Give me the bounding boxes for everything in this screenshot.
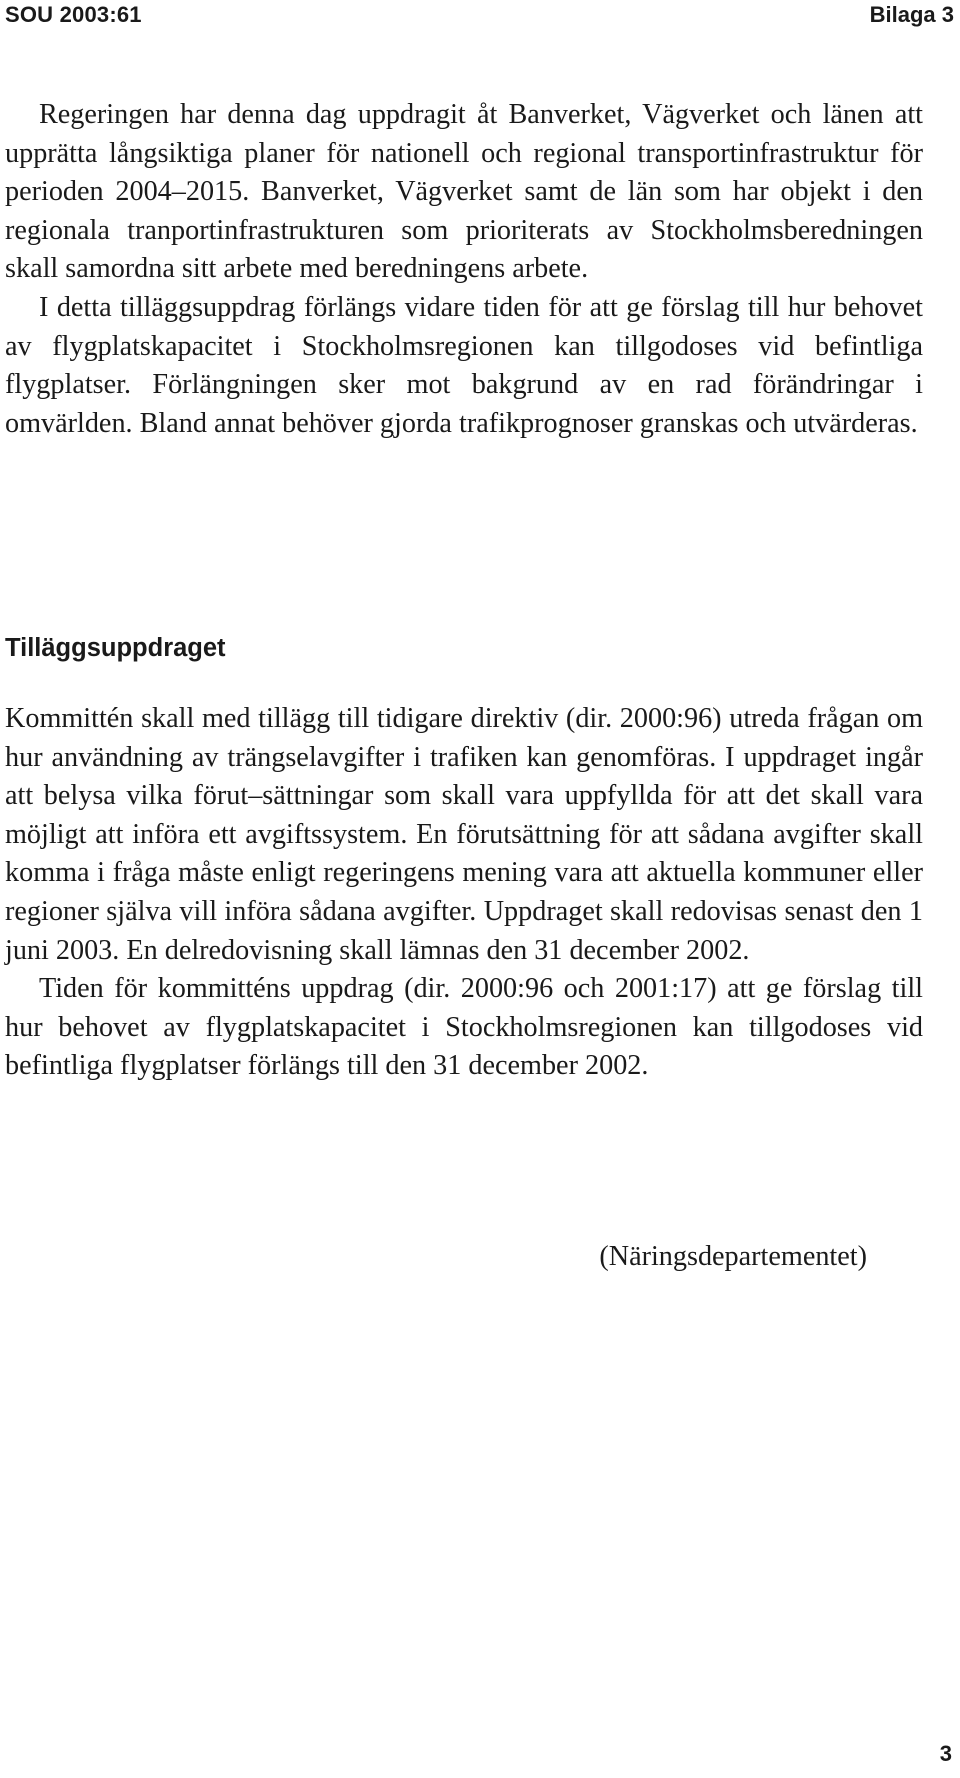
intro-text — [5, 96, 923, 443]
section-heading: Tilläggsuppdraget — [5, 634, 226, 662]
report-id: SOU 2003:61 — [5, 2, 142, 27]
paragraph: Regeringen har denna dag uppdragit åt Banverket, Vägverket och länen att upprätta långsiktiga planer för nationell och regional transportinfrastruktur för perioden 2004–2015. Banverket, Vägverket samt de län som har objekt i den regionala tranportinfrastrukturen som prioriterats av Stockholmsberedningen skall samordna sitt arbete med beredningens arbete. — [5, 99, 923, 285]
appendix-label: Bilaga 3 — [869, 2, 954, 27]
section-text — [5, 700, 923, 1086]
paragraph: Kommittén skall med tillägg till tidigare direktiv (dir. 2000:96) utreda frågan om hur användning av trängselavgifter i trafiken kan genomföras. I uppdraget ingår att belysa vilka förut–sättningar som skall vara uppfyllda för att det skall vara möjligt att införa ett avgiftssystem. En förutsättning för att sådana avgifter skall komma i fråga måste enligt regeringens mening vara att aktuella kommuner eller regioner själva vill införa sådana avgifter. Uppdraget skall redovisas senast den 1 juni 2003. En delredovisning skall lämnas den 31 december 2002. — [5, 703, 923, 966]
page-number: 3 — [939, 1741, 952, 1766]
department-signature: (Näringsdepartementet) — [599, 1241, 867, 1272]
paragraph: I detta tilläggsuppdrag förlängs vidare tiden för att ge förslag till hur behovet av flygplatskapacitet i Stockholmsregionen kan tillgodoses vid befintliga flygplatser. Förlängningen sker mot bakgrund av en rad förändringar i omvärlden. Bland annat behöver gjorda trafikprognoser granskas och utvärderas. — [5, 291, 923, 439]
paragraph: Tiden för kommitténs uppdrag (dir. 2000:96 och 2001:17) att ge förslag till hur behovet av flygplatskapacitet i Stockholmsregionen kan tillgodoses vid befintliga flygplatser förlängs till den 31 december 2002. — [5, 973, 923, 1082]
